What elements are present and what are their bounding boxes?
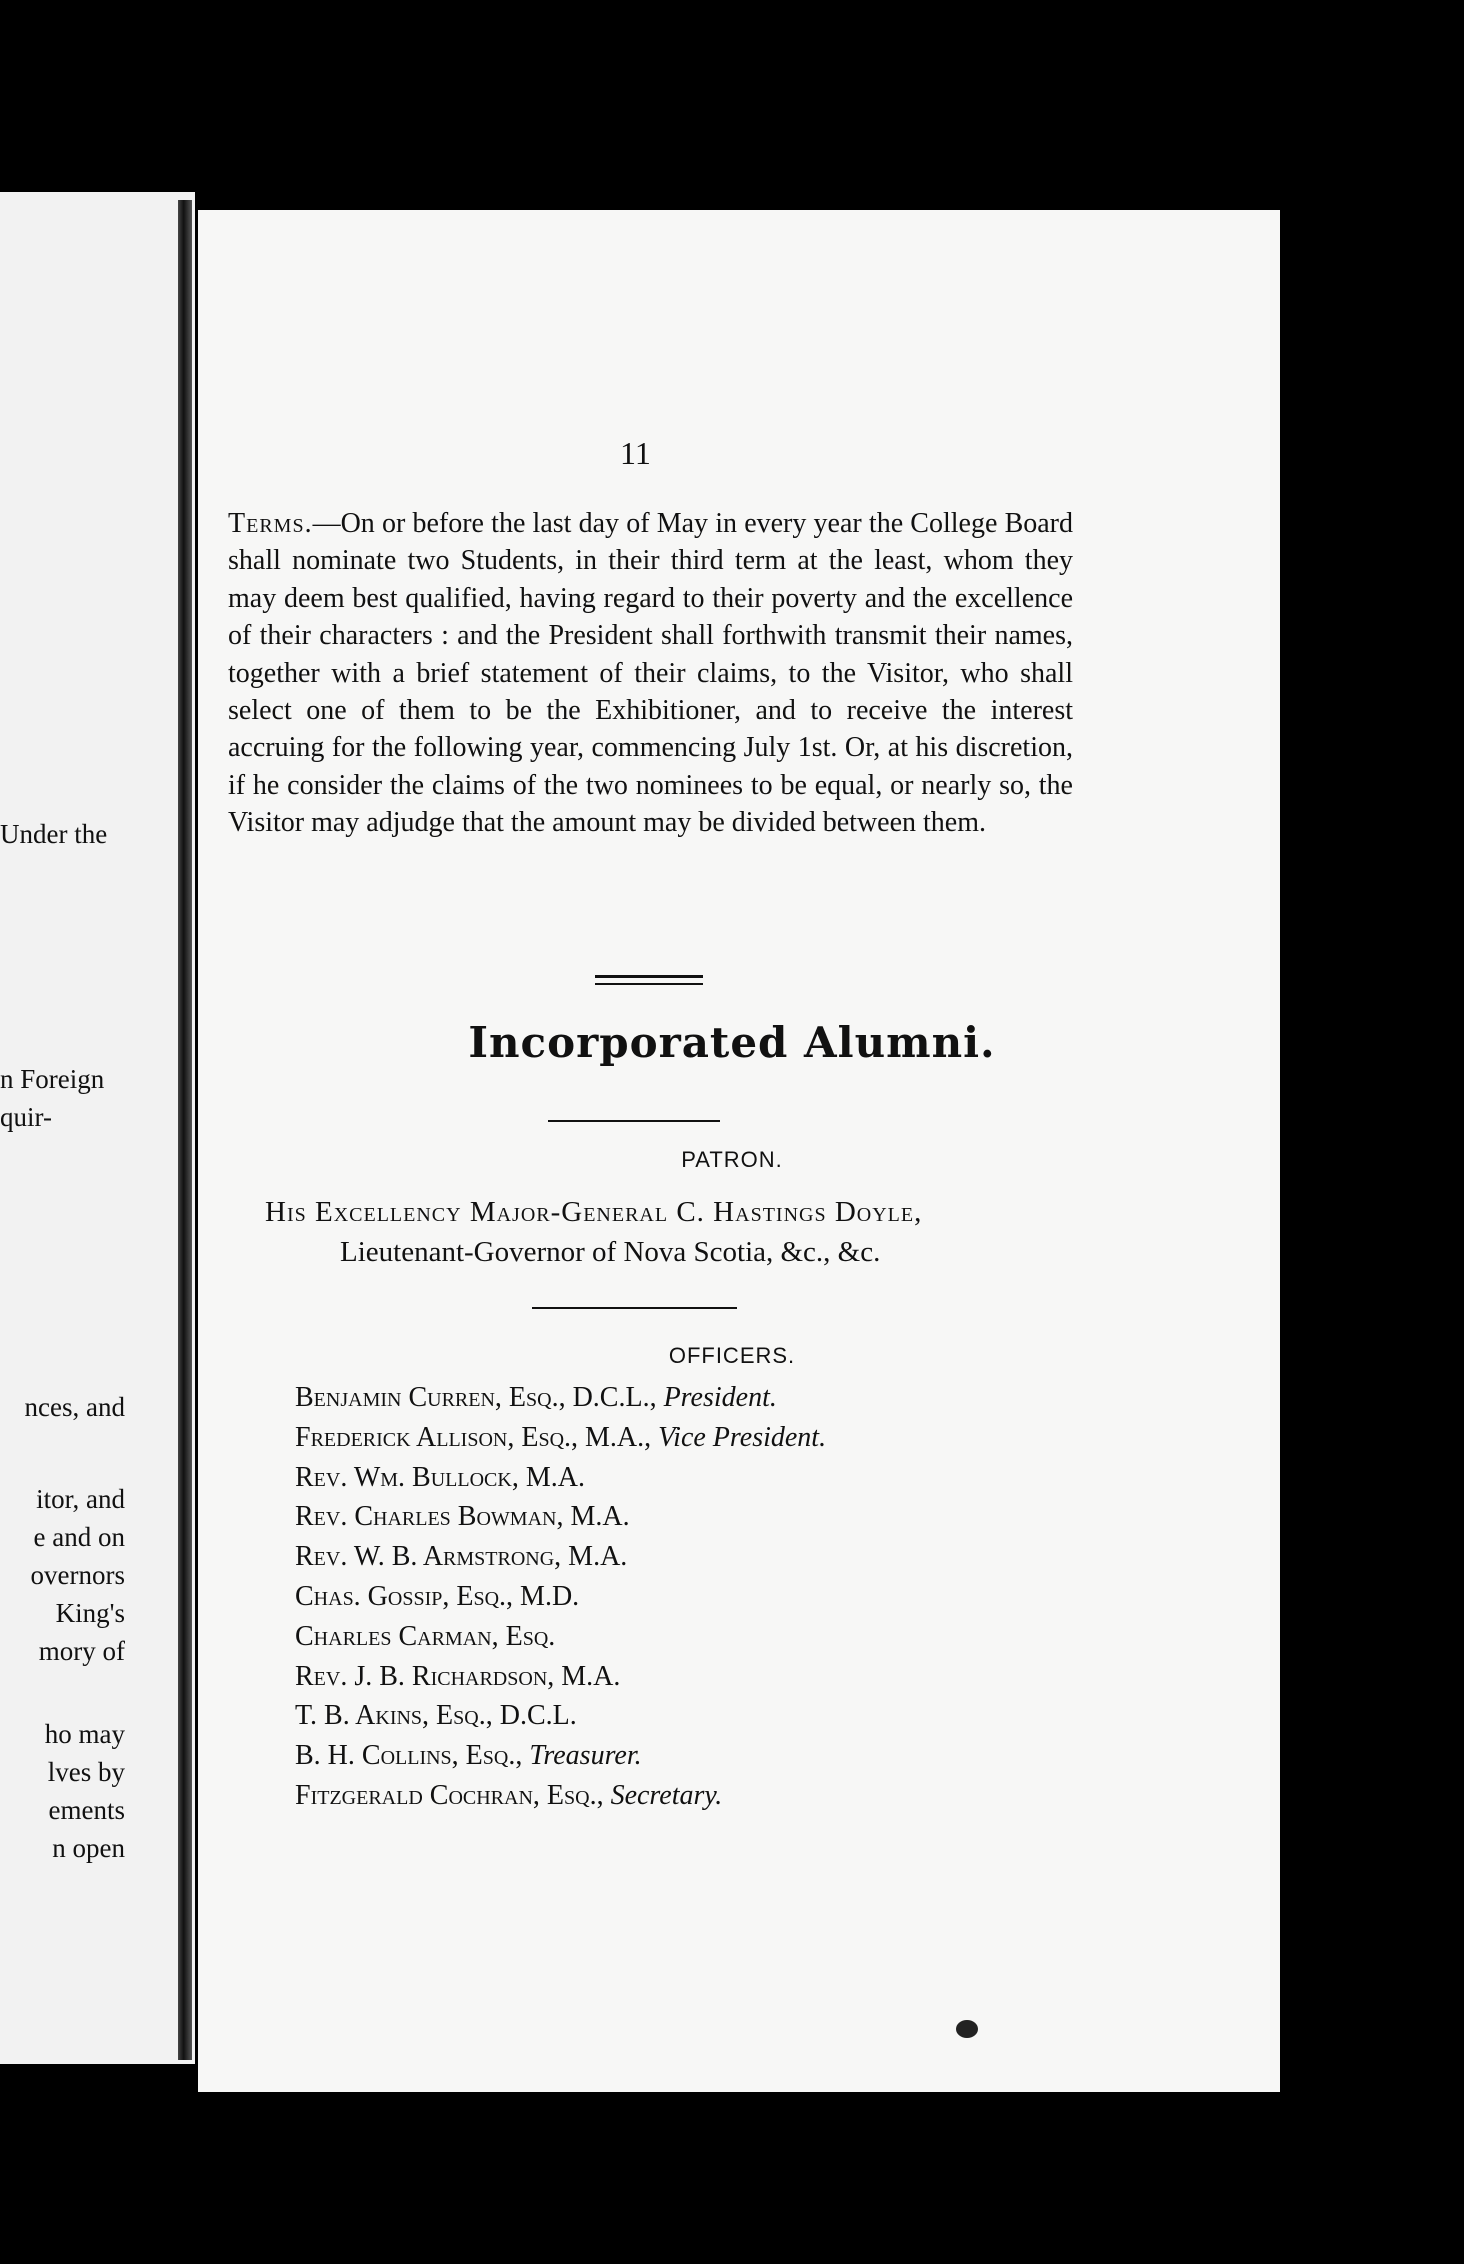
officers-list (295, 1378, 826, 1816)
officer-entry (295, 1736, 826, 1776)
left-fragment: mory of (38, 1636, 125, 1666)
left-fragment: itor, and (36, 1484, 125, 1514)
officer-role: Vice President. (658, 1421, 827, 1453)
left-fragment: Under the (0, 819, 108, 849)
officer-entry (295, 1776, 826, 1816)
officers-label: OFFICERS. (668, 1343, 796, 1368)
left-fragment: lves by (47, 1757, 125, 1787)
patron-label: PATRON. (681, 1147, 783, 1172)
left-fragment: overnors (30, 1560, 125, 1590)
officer-name: Chas. Gossip, Esq., M.D. (295, 1580, 580, 1612)
ink-blot (956, 2020, 978, 2038)
left-fragment: n open (52, 1833, 125, 1863)
officer-name: Charles Carman, Esq. (295, 1620, 556, 1652)
officer-role: Secretary. (610, 1779, 723, 1811)
rule-divider (548, 1120, 720, 1122)
officer-name: Benjamin Curren, Esq., D.C.L., (295, 1382, 664, 1413)
officer-name: B. H. Collins, Esq., (295, 1740, 530, 1772)
rule-divider (532, 1307, 737, 1309)
officer-entry (295, 1617, 826, 1657)
officer-entry (295, 1458, 826, 1498)
left-fragment: n Foreign (0, 1064, 105, 1094)
officer-entry (295, 1577, 826, 1617)
officer-role: Treasurer. (529, 1740, 642, 1772)
officer-entry (295, 1418, 826, 1458)
left-fragment: e and on (33, 1522, 125, 1552)
book-gutter (178, 200, 192, 2060)
patron-line-2: Lieutenant-Governor of Nova Scotia, &c., &c. (340, 1236, 881, 1268)
left-fragment: nces, and (24, 1392, 125, 1422)
officer-name: T. B. Akins, Esq., D.C.L. (295, 1700, 577, 1732)
officer-entry (295, 1537, 826, 1577)
terms-paragraph (228, 505, 1073, 842)
terms-text: —On or before the last day of May in every year the College Board shall nominate two Students, in their third term at the least, whom they may deem best qualified, having regard to their poverty and the excellence of their characters : and the President shall forthwith transmit their names, together with a brief statement of their claims, to the Visitor, who shall select one of them to be the Exhibitioner, and to receive the interest accruing for the following year, commencing July 1st. Or, at his discretion, if he consider the claims of the two nominees to be equal, or nearly so, the Visitor may adjudge that the amount may be divided between them. (228, 508, 1073, 839)
officer-name: Rev. Wm. Bullock, M.A. (295, 1461, 585, 1493)
section-heading: Incorporated Alumni. (468, 1018, 996, 1067)
double-rule-divider (595, 975, 703, 985)
left-fragment: ho may (44, 1719, 125, 1749)
officer-entry (295, 1696, 826, 1736)
terms-lead: Terms. (228, 508, 313, 539)
left-fragment: King's (55, 1598, 125, 1628)
officer-role: President. (663, 1382, 777, 1413)
officer-name: Rev. J. B. Richardson, M.A. (295, 1660, 621, 1692)
officer-entry (295, 1497, 826, 1537)
left-fragment: quir- (0, 1102, 52, 1132)
page-number: 11 (620, 435, 651, 471)
officer-name: Frederick Allison, Esq., M.A., (295, 1421, 659, 1453)
officer-name: Rev. W. B. Armstrong, M.A. (295, 1541, 628, 1573)
officer-name: Rev. Charles Bowman, M.A. (295, 1501, 630, 1533)
officer-name: Fitzgerald Cochran, Esq., (295, 1779, 611, 1811)
officer-entry (295, 1657, 826, 1697)
patron-line-1: His Excellency Major-General C. Hastings Doyle, (265, 1196, 923, 1228)
officer-entry (295, 1378, 826, 1418)
left-fragment: ements (48, 1795, 125, 1825)
